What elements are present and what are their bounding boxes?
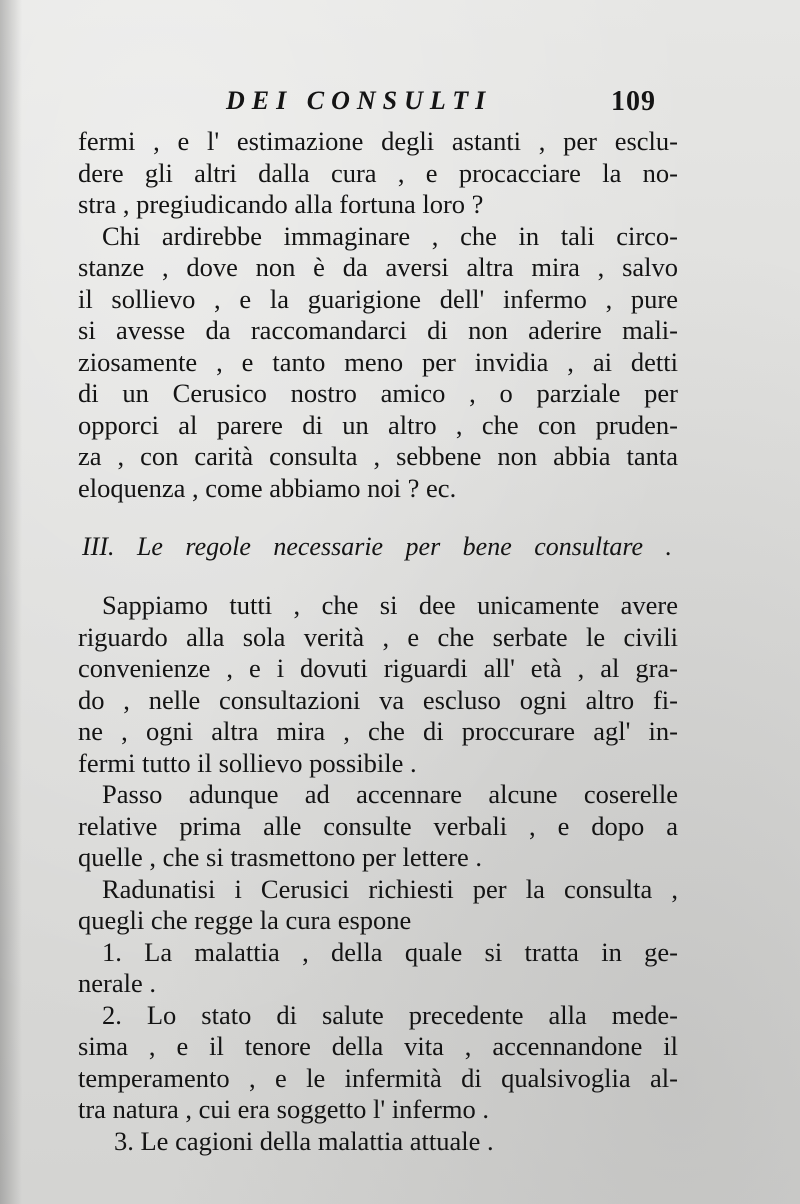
text-line: quegli che regge la cura espone — [78, 905, 412, 935]
text-line: ziosamente , e tanto meno per invidia , ai detti — [78, 346, 678, 377]
text-line: ne , ogni altra mira , che di proccurare agl' in- — [78, 716, 678, 746]
text-line: opporci al parere di un altro , che con pruden- — [78, 409, 678, 440]
section-heading: III. Le regole necessarie per bene consultare . — [82, 532, 672, 561]
text-line: Passo adunque ad accennare alcune coserelle — [102, 779, 678, 809]
text-line: relative prima alle consulte verbali , e dopo a — [78, 810, 678, 841]
text-line: temperamento , e le infermità di qualsivoglia al- — [78, 1062, 678, 1093]
text-line: nerale . — [78, 968, 156, 998]
text-line: Radunatisi i Cerusici richiesti per la consulta , — [102, 873, 678, 904]
text-line: Sappiamo tutti , che si dee unicamente avere — [102, 590, 678, 620]
text-line: za , con carità consulta , sebbene non abbia tanta — [78, 441, 678, 471]
text-line: stra , pregiudicando alla fortuna loro ? — [78, 189, 484, 219]
text-line: 3. Le cagioni della malattia attuale . — [114, 1125, 494, 1156]
text-line: stanze , dove non è da aversi altra mira , salvo — [78, 252, 678, 282]
text-line: convenienze , e i dovuti riguardi all' età , al gra- — [78, 653, 678, 683]
spacer — [78, 504, 678, 530]
page-header — [226, 86, 656, 126]
text-line: do , nelle consultazioni va escluso ogni altro fi- — [78, 684, 678, 715]
text-line: tra natura , cui era soggetto l' infermo . — [78, 1094, 489, 1124]
page-number: 109 — [611, 86, 656, 117]
body-text — [78, 126, 678, 1157]
text-line: sima , e il tenore della vita , accennandone il — [78, 1031, 678, 1061]
spacer — [78, 564, 678, 590]
gutter-shadow — [0, 0, 22, 1204]
text-line: 2. Lo stato di salute precedente alla mede- — [102, 999, 678, 1030]
text-line: riguardo alla sola verità , e che serbate le civili — [78, 621, 678, 652]
text-line: si avesse da raccomandarci di non aderire mali- — [78, 315, 678, 345]
running-head: DEI CONSULTI — [226, 86, 493, 115]
text-line: 1. La malattia , della quale si tratta in ge- — [102, 936, 678, 967]
text-line: Chi ardirebbe immaginare , che in tali circo- — [102, 220, 678, 251]
text-line: il sollievo , e la guarigione dell' infermo , pure — [78, 283, 678, 314]
text-line: di un Cerusico nostro amico , o parziale per — [78, 378, 678, 408]
text-line: fermi tutto il sollievo possibile . — [78, 747, 417, 778]
text-line: quelle , che si trasmettono per lettere . — [78, 842, 482, 872]
text-line: eloquenza , come abbiamo noi ? ec. — [78, 472, 457, 503]
text-line: dere gli altri dalla cura , e procacciare la no- — [78, 157, 678, 188]
text-line: fermi , e l' estimazione degli astanti , per esclu- — [78, 126, 678, 156]
